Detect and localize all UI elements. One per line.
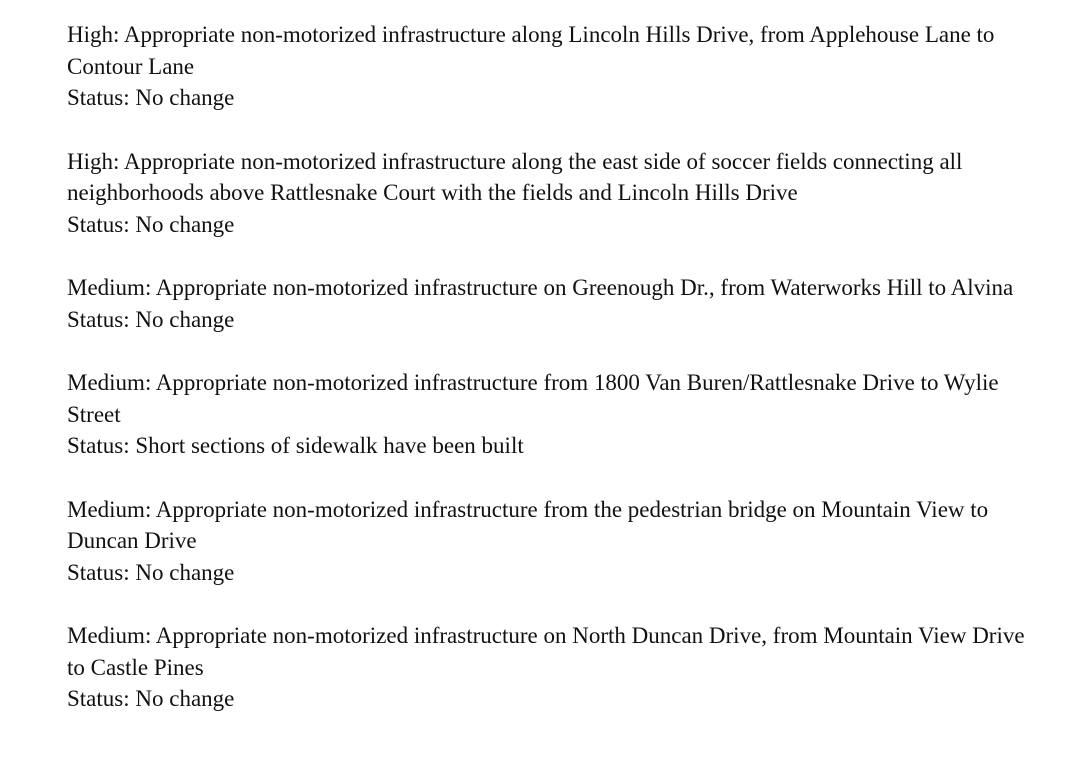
priority-entry-4 — [67, 367, 1027, 462]
priority-description: High: Appropriate non-motorized infrastructure along Lincoln Hills Drive, from Applehouse Lane to Contour Lane — [67, 22, 995, 79]
priority-entry-1 — [67, 19, 1027, 114]
priority-status: Status: Short sections of sidewalk have been built — [67, 433, 524, 458]
document-body — [67, 19, 1027, 747]
priority-description: Medium: Appropriate non-motorized infrastructure on North Duncan Drive, from Mountain View Drive to Castle Pines — [67, 623, 1025, 680]
priority-status: Status: No change — [67, 686, 235, 711]
priority-status: Status: No change — [67, 85, 235, 110]
priority-description: Medium: Appropriate non-motorized infrastructure from 1800 Van Buren/Rattlesnake Drive to Wylie Street — [67, 370, 999, 427]
priority-entry-5 — [67, 494, 1027, 589]
priority-description: Medium: Appropriate non-motorized infrastructure on Greenough Dr., from Waterworks Hill to Alvina — [67, 275, 1014, 300]
priority-entry-3 — [67, 272, 1027, 335]
priority-entry-2 — [67, 146, 1027, 241]
priority-status: Status: No change — [67, 211, 235, 237]
priority-description: Medium: Appropriate non-motorized infrastructure from the pedestrian bridge on Mountain View to Duncan Drive — [67, 496, 989, 553]
priority-status: Status: No change — [67, 306, 235, 332]
priority-description: High: Appropriate non-motorized infrastructure along the east side of soccer fields connecting all neighborhoods above Rattlesnake Court with the fields and Lincoln Hills Drive — [67, 148, 963, 205]
priority-entry-6 — [67, 620, 1027, 715]
priority-status: Status: No change — [67, 559, 235, 585]
